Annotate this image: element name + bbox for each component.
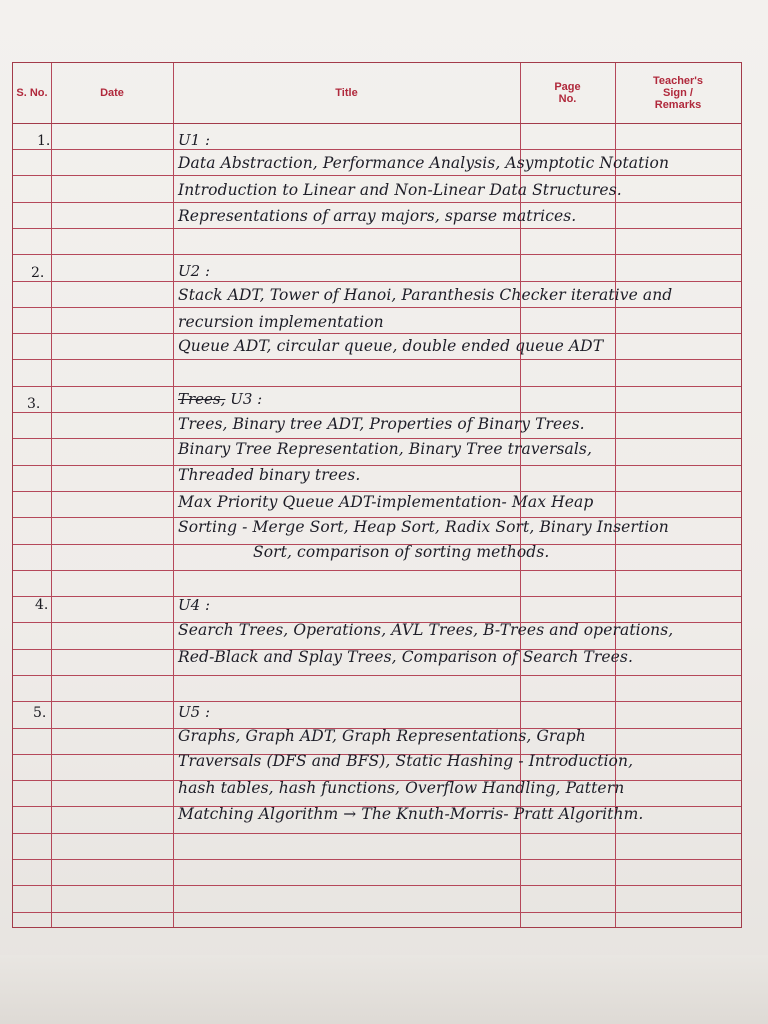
ruled-line [13, 833, 741, 834]
ruled-line [13, 149, 741, 150]
ruled-line [13, 885, 741, 886]
header-rule [13, 123, 741, 124]
row-1-unit: U1 : [178, 131, 211, 149]
row-5-unit: U5 : [178, 703, 211, 721]
ruled-line [13, 386, 741, 387]
row-2-line-2: recursion implementation [178, 313, 384, 331]
row-1-line-1: Data Abstraction, Performance Analysis, Asymptotic Notation [178, 154, 670, 172]
ruled-line [13, 333, 741, 334]
row-2-line-3: Queue ADT, circular queue, double ended queue ADT [178, 337, 604, 355]
header-sno: S. No. [16, 87, 48, 99]
row-5-line-1: Graphs, Graph ADT, Graph Representations, Graph [178, 727, 586, 745]
ruled-line [13, 412, 741, 413]
header-date: Date [100, 87, 124, 99]
header-remarks: Teacher's Sign / Remarks [652, 75, 704, 111]
row-1-line-2: Introduction to Linear and Non-Linear Data Structures. [178, 181, 622, 199]
row-2-unit: U2 : [178, 262, 211, 280]
ruled-line [13, 438, 741, 439]
row-5-line-4: Matching Algorithm → The Knuth-Morris- Pratt Algorithm. [178, 805, 644, 823]
header-title: Title [335, 87, 358, 99]
ruled-line [13, 307, 741, 308]
ruled-line [13, 202, 741, 203]
row-4-unit: U4 : [178, 596, 211, 614]
page-edge-shadow [0, 955, 768, 1024]
ruled-line [13, 359, 741, 360]
row-4-line-2: Red-Black and Splay Trees, Comparison of Search Trees. [178, 648, 634, 666]
row-3-line-2: Binary Tree Representation, Binary Tree traversals, [178, 440, 593, 458]
row-3-unit [178, 390, 262, 408]
row-3-line-1: Trees, Binary tree ADT, Properties of Binary Trees. [178, 415, 585, 433]
ruled-line [13, 701, 741, 702]
ruled-line [13, 228, 741, 229]
row-3-line-6: Sort, comparison of sorting methods. [253, 543, 550, 561]
ruled-line [13, 465, 741, 466]
ruled-line [13, 175, 741, 176]
ruled-line [13, 254, 741, 255]
row-1-line-3: Representations of array majors, sparse matrices. [178, 207, 577, 225]
header-page-no: Page No. [554, 81, 581, 105]
row-2-sno: 2. [31, 265, 45, 281]
column-divider [173, 63, 174, 927]
row-4-line-1: Search Trees, Operations, AVL Trees, B-Trees and operations, [178, 621, 674, 639]
row-5-line-2: Traversals (DFS and BFS), Static Hashing - Introduction, [178, 752, 634, 770]
ruled-line [13, 570, 741, 571]
column-divider [51, 63, 52, 927]
row-5-sno: 5. [33, 705, 47, 721]
row-3-line-4: Max Priority Queue ADT-implementation- Max Heap [178, 493, 594, 511]
ruled-line [13, 281, 741, 282]
ruled-line [13, 912, 741, 913]
row-2-line-1: Stack ADT, Tower of Hanoi, Paranthesis Checker iterative and [178, 286, 673, 304]
ruled-line [13, 491, 741, 492]
ruled-line [13, 596, 741, 597]
row-1-sno: 1. [37, 133, 51, 149]
row-3-sno: 3. [27, 396, 41, 412]
ruled-line [13, 859, 741, 860]
row-5-line-3: hash tables, hash functions, Overflow Handling, Pattern [178, 779, 625, 797]
row-3-line-3: Threaded binary trees. [178, 466, 361, 484]
row-3-unit-label: U3 : [230, 390, 263, 408]
ruled-line [13, 675, 741, 676]
row-3-line-5: Sorting - Merge Sort, Heap Sort, Radix Sort, Binary Insertion [178, 518, 669, 536]
index-table [12, 62, 742, 928]
row-3-struck-text: Trees, [178, 390, 226, 408]
row-4-sno: 4. [35, 597, 49, 613]
